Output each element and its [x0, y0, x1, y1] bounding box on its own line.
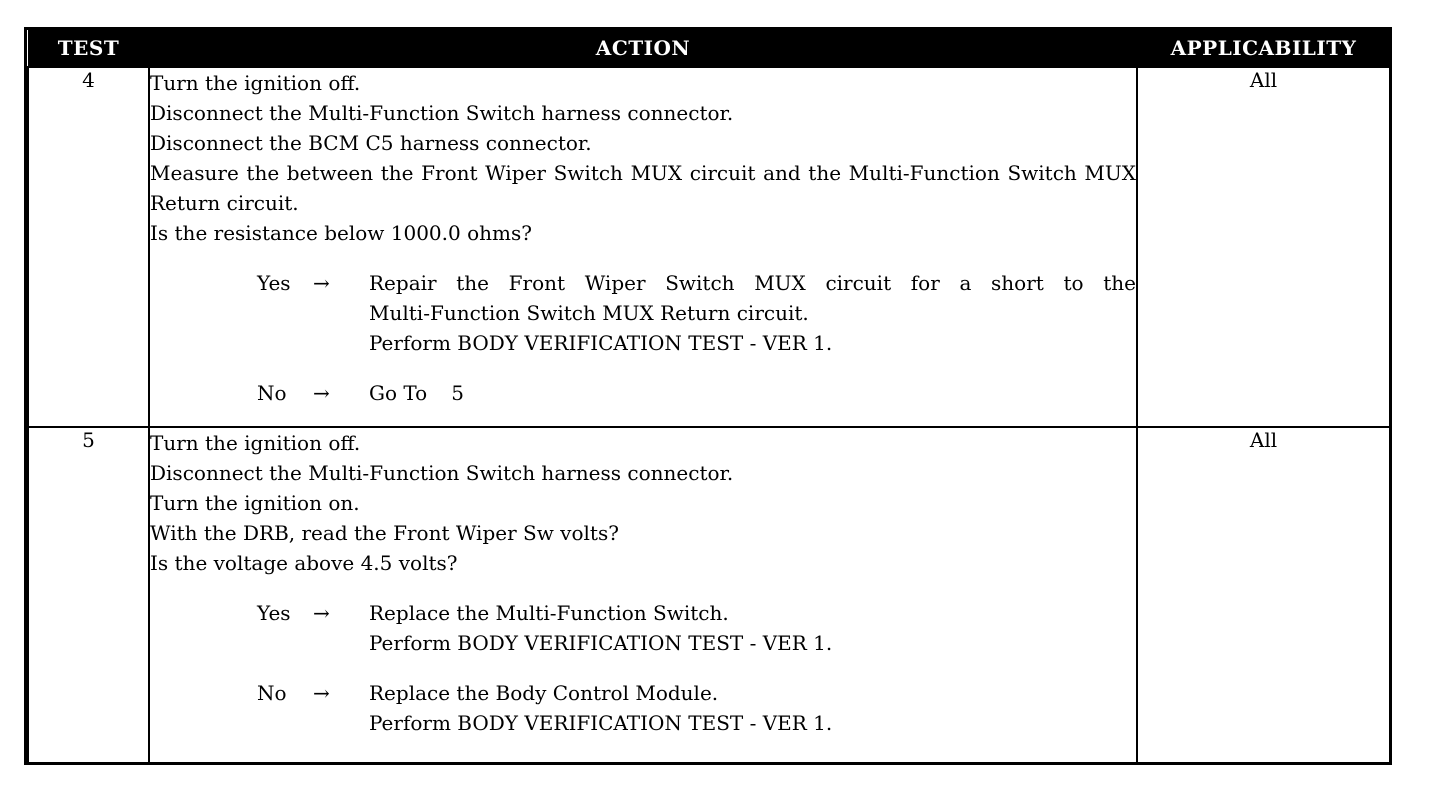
action-cell — [149, 67, 1137, 427]
action-cell — [149, 427, 1137, 763]
result-line: Replace the Body Control Module. — [369, 681, 719, 705]
no-result — [369, 378, 1136, 408]
no-outcome — [150, 678, 1136, 738]
result-line: Perform BODY VERIFICATION TEST - VER 1. — [369, 711, 833, 735]
result-line: Perform BODY VERIFICATION TEST - VER 1. — [369, 331, 833, 355]
no-label: No — [257, 681, 287, 705]
header-test: TEST — [28, 30, 149, 67]
applicability-value: All — [1137, 67, 1390, 427]
no-result — [369, 678, 1136, 738]
result-line: Perform BODY VERIFICATION TEST - VER 1. — [369, 631, 833, 655]
arrow-icon: → — [313, 681, 330, 705]
step-line: Disconnect the Multi-Function Switch harness connector. — [150, 101, 734, 125]
yes-label: Yes — [257, 271, 291, 295]
goto-text: Go To — [369, 381, 428, 405]
step-line: Disconnect the Multi-Function Switch harness connector. — [150, 461, 734, 485]
test-number: 4 — [28, 67, 149, 427]
yes-result — [369, 268, 1136, 358]
step-line: Turn the ignition off. — [150, 431, 361, 455]
header-row — [28, 30, 1390, 67]
yes-result — [369, 598, 1136, 658]
test-table — [27, 30, 1391, 764]
step-line: Measure the between the Front Wiper Switch MUX circuit and the Multi-Function Switch MUX Return circuit. — [150, 161, 1136, 215]
arrow-icon: → — [313, 381, 330, 405]
step-line: With the DRB, read the Front Wiper Sw volts? — [150, 521, 619, 545]
test-row-5 — [28, 427, 1390, 763]
goto-target: 5 — [451, 381, 464, 405]
test-number: 5 — [28, 427, 149, 763]
no-label: No — [257, 381, 287, 405]
question-line: Is the resistance below 1000.0 ohms? — [150, 221, 532, 245]
arrow-icon: → — [313, 601, 330, 625]
question-line: Is the voltage above 4.5 volts? — [150, 551, 458, 575]
result-line: Replace the Multi-Function Switch. — [369, 601, 729, 625]
step-line: Disconnect the BCM C5 harness connector. — [150, 131, 592, 155]
header-action: ACTION — [149, 30, 1137, 67]
step-line: Turn the ignition on. — [150, 491, 360, 515]
diagnostic-test-table — [24, 27, 1392, 765]
arrow-icon: → — [313, 271, 330, 295]
applicability-value: All — [1137, 427, 1390, 763]
no-outcome — [150, 378, 1136, 408]
step-line: Turn the ignition off. — [150, 71, 361, 95]
yes-outcome — [150, 268, 1136, 358]
yes-label: Yes — [257, 601, 291, 625]
result-line: Multi-Function Switch MUX Return circuit. — [369, 301, 809, 325]
test-row-4 — [28, 67, 1390, 427]
result-line: Repair the Front Wiper Switch MUX circuit for a short to the — [369, 271, 1136, 295]
yes-outcome — [150, 598, 1136, 658]
header-applicability: APPLICABILITY — [1137, 30, 1390, 67]
